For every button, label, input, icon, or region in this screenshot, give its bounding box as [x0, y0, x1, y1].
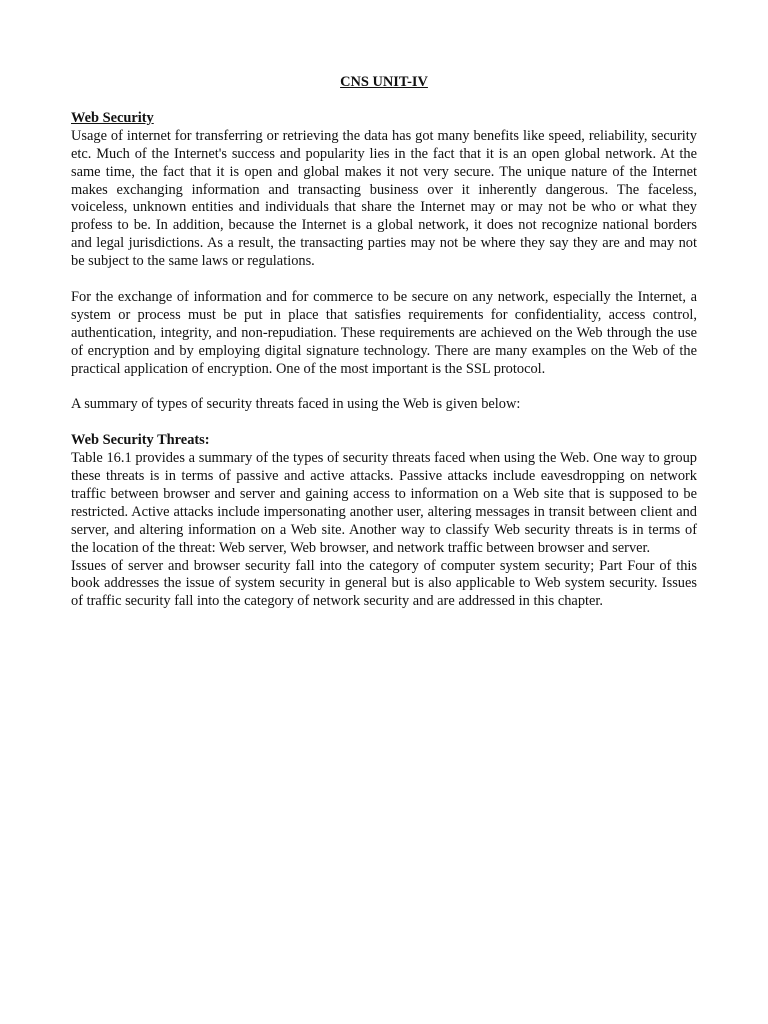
paragraph-threats-summary: Table 16.1 provides a summary of the types of security threats faced when using the Web. One way to group these threats is in terms of passive and active attacks. Passive attacks include eavesdropping on network traffic between browser and server and gaining access to information on a Web site that is supposed to be restricted. Active attacks include impersonating another user, altering messages in transit between client and server, and altering information on a Web site. Another way to classify Web security threats is in terms of the location of the threat: Web server, Web browser, and network traffic between browser and server. — [71, 450, 697, 556]
document-page — [71, 74, 697, 611]
document-title: CNS UNIT-IV — [340, 74, 428, 90]
section-heading-web-security-threats: Web Security Threats: — [71, 432, 210, 449]
paragraph-secure-commerce: For the exchange of information and for commerce to be secure on any network, especially the Internet, a system or process must be put in place that satisfies requirements for confidentiality, access control, authentication, integrity, and non-repudiation. These requirements are achieved on the Web through the use of encryption and by employing digital signature technology. There are many examples on the Web of the practical application of encryption. One of the most important is the SSL protocol. — [71, 288, 697, 377]
paragraph-summary-intro: A summary of types of security threats faced in using the Web is given below: — [71, 396, 521, 413]
paragraph-web-security-intro: Usage of internet for transferring or retrieving the data has got many benefits like speed, reliability, security etc. Much of the Internet's success and popularity lies in the fact that it is an open global network. At the same time, the fact that it is open and global makes it not very secure. The unique nature of the Internet makes exchanging information and transacting business over it inherently dangerous. The faceless, voiceless, unknown entities and individuals that share the Internet may or may not be who or what they profess to be. In addition, because the Internet is a global network, it does not recognize national borders and legal jurisdictions. As a result, the transacting parties may not be where they say they are and may not be subject to the same laws or regulations. — [71, 127, 697, 270]
paragraph-spacer — [71, 378, 697, 396]
paragraph-spacer — [71, 271, 697, 289]
section-heading-web-security: Web Security — [71, 109, 154, 126]
paragraph-spacer — [71, 414, 697, 432]
paragraph-server-browser-security: Issues of server and browser security fall into the category of computer system security; Part Four of this book addresses the issue of system security in general but is also applicable to Web system security. Issues of traffic security fall into the category of network security and are addressed in this chapter. — [71, 557, 697, 610]
